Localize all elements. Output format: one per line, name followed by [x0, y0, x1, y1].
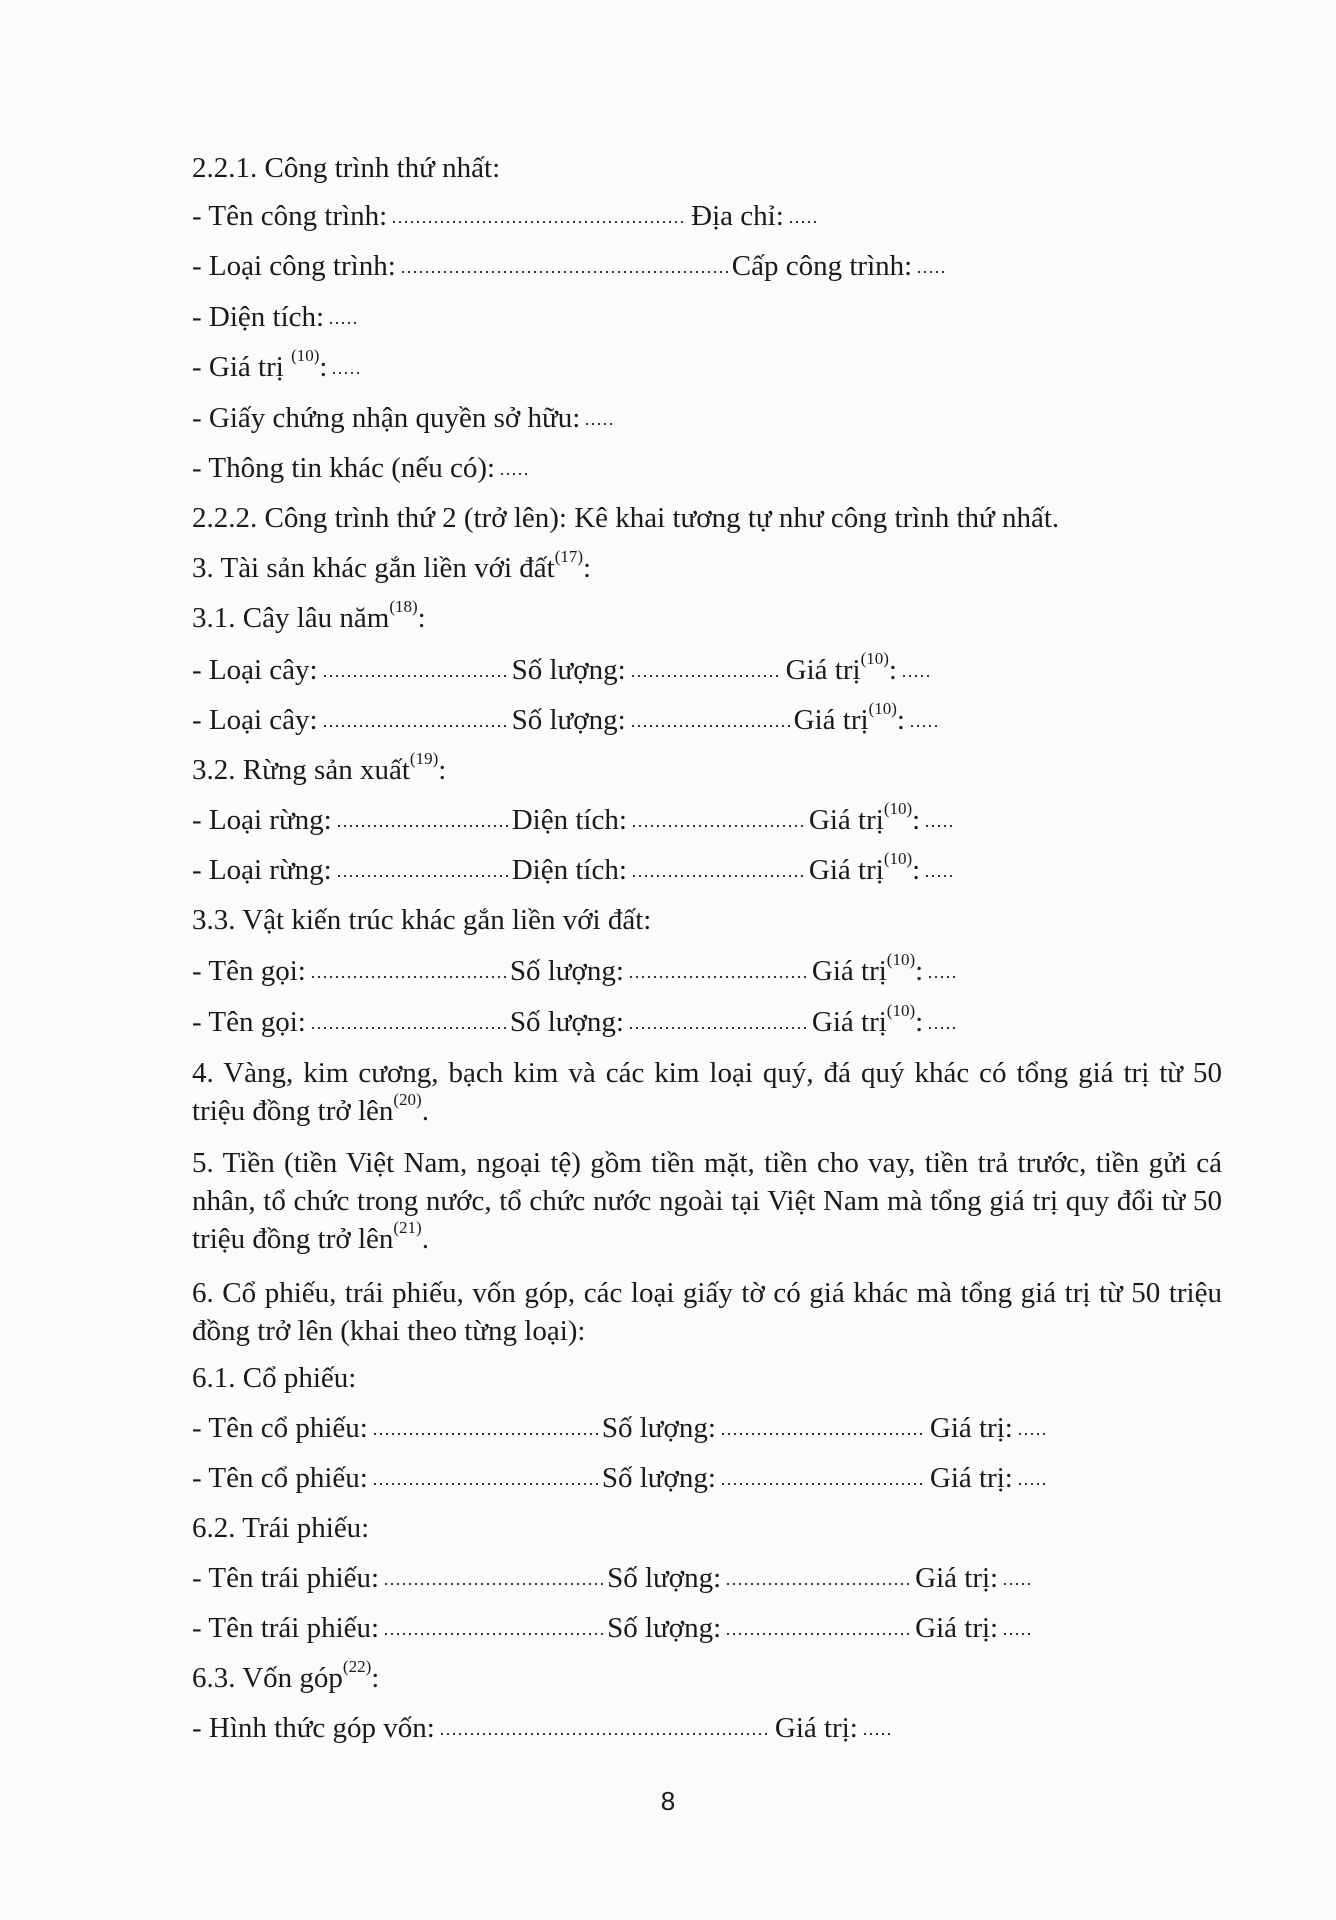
section-6-3-heading: 6.3. Vốn góp$^{(22)}$: [192, 1657, 380, 1694]
tree-row: - Loại cây: Số lượng: Giá trị$^{(10)}$: [192, 652, 1216, 688]
structure-row: - Tên gọi: Số lượng: Giá trị$^{(10)}$: [192, 953, 1216, 989]
bond-row: - Tên trái phiếu: Số lượng: Giá trị: [192, 1610, 1216, 1646]
tree-type-field[interactable] [322, 673, 508, 679]
structure-value-field[interactable] [927, 1025, 957, 1031]
building-type-field[interactable] [400, 269, 728, 275]
building-name-field[interactable] [391, 219, 687, 225]
building-area-row: - Diện tích: [192, 299, 1216, 335]
tree-value-field[interactable] [909, 723, 939, 729]
building-address-field[interactable] [788, 219, 818, 225]
section-6-paragraph: 6. Cổ phiếu, trái phiếu, vốn góp, các loại giấy tờ có giá khác mà tổng giá trị từ 50 triệu đồng trở lên (khai theo từng loại): [192, 1277, 1222, 1347]
stock-value-field[interactable] [1017, 1431, 1047, 1437]
section-5-paragraph: 5. Tiền (tiền Việt Nam, ngoại tệ) gồm tiền mặt, tiền cho vay, tiền trả trước, tiền gửi cá nhân, tổ chức trong nước, tổ chức nước ngoài tại Việt Nam mà tổng giá trị quy đổi từ 50 triệu đồng trở lên$^{(21)}$. [192, 1147, 1222, 1255]
footnote-ref: (20) [393, 1090, 422, 1110]
footnote-ref: (22) [342, 1657, 372, 1677]
building-other-field[interactable] [499, 471, 529, 477]
forest-type-field[interactable] [336, 873, 508, 879]
building-value-field[interactable] [331, 370, 361, 376]
capital-form-field[interactable] [439, 1731, 771, 1737]
forest-row: - Loại rừng: Diện tích: Giá trị$^{(10)}$: [192, 852, 1216, 888]
section-3-1-heading: 3.1. Cây lâu năm$^{(18)}$: [192, 597, 426, 634]
stock-value-field[interactable] [1017, 1481, 1047, 1487]
forest-type-field[interactable] [336, 823, 508, 829]
stock-row: - Tên cổ phiếu: Số lượng: Giá trị: [192, 1410, 1216, 1446]
structure-row: - Tên gọi: Số lượng: Giá trị$^{(10)}$: [192, 1004, 1216, 1040]
structure-qty-field[interactable] [628, 1025, 808, 1031]
footnote-ref: (10) [868, 699, 897, 719]
stock-name-field[interactable] [372, 1431, 598, 1437]
footnote-ref: (10) [886, 1001, 916, 1021]
tree-value-field[interactable] [901, 673, 931, 679]
section-4-paragraph: 4. Vàng, kim cương, bạch kim và các kim loại quý, đá quý khác có tổng giá trị từ 50 triệu đồng trở lên$^{(20)}$. [192, 1057, 1222, 1127]
stock-row: - Tên cổ phiếu: Số lượng: Giá trị: [192, 1460, 1216, 1496]
footnote-ref: (18) [389, 597, 418, 617]
structure-value-field[interactable] [927, 974, 957, 980]
footnote-ref: (21) [393, 1218, 422, 1238]
tree-row: - Loại cây: Số lượng: Giá trị$^{(10)}$: [192, 702, 1216, 738]
building-other-row: - Thông tin khác (nếu có): [192, 450, 1216, 486]
footnote-ref: (10) [860, 649, 889, 669]
page-number: 8 [660, 1786, 676, 1816]
stock-qty-field[interactable] [720, 1481, 926, 1487]
section-6-2-heading: 6.2. Trái phiếu: [192, 1512, 370, 1544]
structure-name-field[interactable] [310, 1025, 506, 1031]
bond-qty-field[interactable] [725, 1581, 911, 1587]
forest-area-field[interactable] [631, 823, 805, 829]
capital-value-field[interactable] [862, 1731, 892, 1737]
building-name-row: - Tên công trình: Địa chỉ: [192, 198, 1216, 234]
section-2-2-1-heading: 2.2.1. Công trình thứ nhất: [192, 152, 501, 184]
capital-row: - Hình thức góp vốn: Giá trị: [192, 1710, 1216, 1746]
building-grade-field[interactable] [916, 269, 946, 275]
building-certificate-row: - Giấy chứng nhận quyền sở hữu: [192, 400, 1216, 436]
building-area-field[interactable] [328, 320, 358, 326]
bond-name-field[interactable] [383, 1631, 603, 1637]
forest-value-field[interactable] [924, 873, 954, 879]
building-type-row: - Loại công trình: Cấp công trình: [192, 248, 1216, 284]
structure-qty-field[interactable] [628, 974, 808, 980]
section-3-2-heading: 3.2. Rừng sản xuất$^{(19)}$: [192, 749, 447, 786]
section-3-3-heading: 3.3. Vật kiến trúc khác gắn liền với đất: [192, 904, 652, 936]
forest-area-field[interactable] [631, 873, 805, 879]
bond-name-field[interactable] [383, 1581, 603, 1587]
tree-type-field[interactable] [322, 723, 508, 729]
building-value-row: - Giá trị $^{(10)}$: [192, 349, 1216, 385]
footnote-ref: (10) [886, 950, 916, 970]
footnote-ref: (10) [883, 799, 913, 819]
forest-value-field[interactable] [924, 823, 954, 829]
footnote-ref: (10) [883, 849, 913, 869]
bond-qty-field[interactable] [725, 1631, 911, 1637]
bond-value-field[interactable] [1002, 1631, 1032, 1637]
footnote-ref: (19) [409, 749, 439, 769]
section-6-1-heading: 6.1. Cổ phiếu: [192, 1362, 357, 1394]
stock-name-field[interactable] [372, 1481, 598, 1487]
section-3-heading: 3. Tài sản khác gắn liền với đất$^{(17)}$: [192, 547, 592, 584]
bond-row: - Tên trái phiếu: Số lượng: Giá trị: [192, 1560, 1216, 1596]
tree-qty-field[interactable] [630, 673, 782, 679]
tree-qty-field[interactable] [630, 723, 790, 729]
bond-value-field[interactable] [1002, 1581, 1032, 1587]
footnote-ref: (10) [291, 346, 320, 366]
stock-qty-field[interactable] [720, 1431, 926, 1437]
footnote-ref: (17) [554, 547, 584, 567]
section-2-2-2: 2.2.2. Công trình thứ 2 (trở lên): Kê khai tương tự như công trình thứ nhất. [192, 502, 1060, 534]
forest-row: - Loại rừng: Diện tích: Giá trị$^{(10)}$: [192, 802, 1216, 838]
structure-name-field[interactable] [310, 974, 506, 980]
building-certificate-field[interactable] [584, 421, 614, 427]
